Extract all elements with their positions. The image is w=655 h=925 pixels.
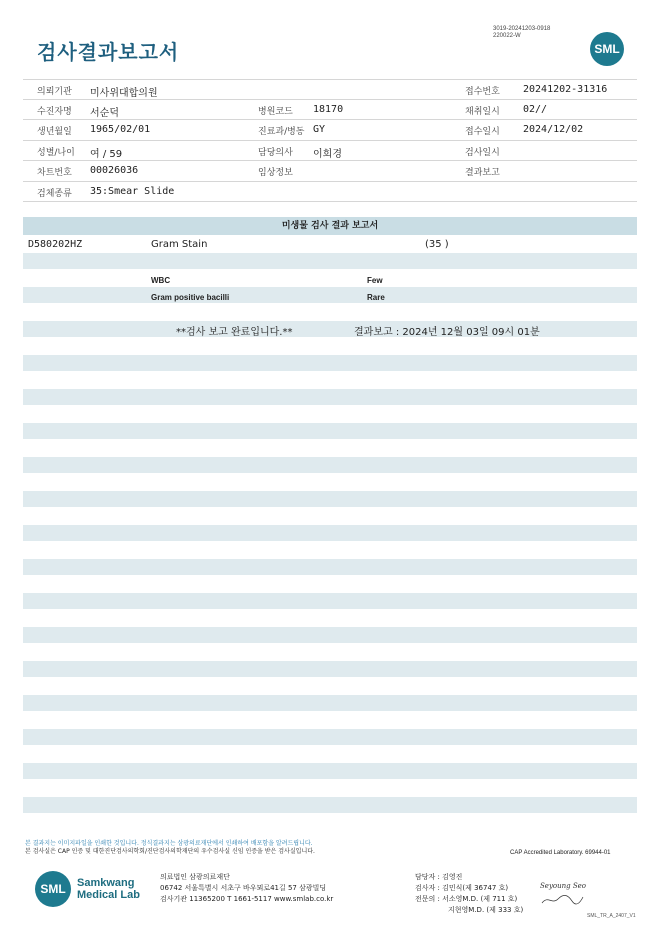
info-value: GY <box>313 124 326 135</box>
form-code: SML_TR_A_2407_V1 <box>587 913 636 919</box>
row-band <box>23 355 637 371</box>
org-contact: 검사기관 11365200 T 1661-5117 www.smlab.co.kr <box>160 895 334 903</box>
info-value: 미사위대합의원 <box>90 88 158 99</box>
info-value: 2024/12/02 <box>523 124 584 135</box>
info-value: 02// <box>523 103 548 115</box>
info-label: 접수일시 <box>465 127 500 137</box>
info-label: 수진자명 <box>37 106 72 117</box>
info-value: 00026036 <box>90 165 139 176</box>
info-label: 검사일시 <box>465 147 500 158</box>
staff-info <box>415 872 523 916</box>
document-code-line-2: 220022-W <box>493 33 521 39</box>
row-band <box>23 763 637 779</box>
test-code: D580202HZ <box>28 239 83 250</box>
info-value: 20241202-31316 <box>523 84 608 95</box>
row-band <box>23 661 637 677</box>
info-label: 검체종류 <box>37 188 72 199</box>
staff-manager: 담당자 : 김영진 <box>415 873 463 881</box>
samkwang-logo <box>35 871 140 907</box>
info-label: 차트번호 <box>37 168 72 178</box>
info-row <box>23 161 637 182</box>
info-value: 35:Smear Slide <box>90 185 175 197</box>
result-value: Few <box>367 276 383 285</box>
signature: Seyoung Seo <box>540 882 586 890</box>
org-address: 06742 서울특별시 서초구 바우뫼로41길 57 삼광빌딩 <box>160 884 327 892</box>
result-value: Rare <box>367 293 385 302</box>
page-title: 검사결과보고서 <box>37 40 180 64</box>
info-label: 채취일시 <box>465 106 500 117</box>
org-name: 의료법인 삼광의료재단 <box>160 873 230 881</box>
row-band <box>23 491 637 507</box>
info-value: 서순덕 <box>90 107 119 119</box>
info-row <box>23 120 637 141</box>
info-label: 진료과/병동 <box>258 127 305 137</box>
info-row <box>23 100 637 121</box>
sml-logo-icon: SML <box>590 32 624 66</box>
row-band <box>23 457 637 473</box>
image-notice: 본 결과지는 이미지파일을 인쇄한 것입니다. 정식결과지는 삼광의료재단에서 인쇄하여 배포함을 알려드립니다. <box>25 840 313 847</box>
row-band <box>23 559 637 575</box>
document-code-line-1: 3019-20241203-0918 <box>493 26 551 32</box>
result-item: WBC <box>151 276 171 285</box>
signature-scribble <box>540 893 585 907</box>
staff-specialist-2: 지현영M.D. (제 333 호) <box>448 906 524 914</box>
test-name: Gram Stain <box>151 239 208 250</box>
sml-logo-icon: SML <box>35 871 71 907</box>
info-value: 이희경 <box>313 148 342 160</box>
info-label: 의뢰기관 <box>37 87 72 97</box>
row-band <box>23 797 637 813</box>
info-label: 담당의사 <box>258 147 293 158</box>
info-label: 성별/나이 <box>37 147 75 158</box>
row-band <box>23 627 637 643</box>
completion-message: **검사 보고 완료입니다.** <box>176 327 293 338</box>
row-band <box>23 423 637 439</box>
info-label: 결과보고 <box>465 168 500 178</box>
info-label: 접수번호 <box>465 87 500 97</box>
row-band <box>23 321 637 337</box>
accreditation-notice: 본 검사실은 CAP 인증 및 대한진단검사의학회/진단검사의학재단의 우수검사실 신임 인증을 받은 검사실입니다. <box>25 848 315 855</box>
info-label: 임상정보 <box>258 168 293 178</box>
cap-accreditation: CAP Accredited Laboratory. 69944-01 <box>510 850 611 856</box>
report-section-title: 미생물 검사 결과 보고서 <box>23 217 637 235</box>
report-time: 결과보고 : 2024년 12월 03일 09시 01분 <box>354 327 540 338</box>
info-label: 생년월일 <box>37 127 72 137</box>
result-item: Gram positive bacilli <box>151 293 230 302</box>
info-row <box>23 79 637 100</box>
staff-specialist-1: 전문의 : 서소영M.D. (제 711 호) <box>415 895 518 903</box>
specimen-number: (35 ) <box>425 239 449 250</box>
row-band <box>23 253 637 269</box>
row-band <box>23 695 637 711</box>
info-row <box>23 141 637 162</box>
row-band <box>23 287 637 303</box>
info-row <box>23 182 637 203</box>
row-band <box>23 593 637 609</box>
staff-tester: 검사자 : 김민식(제 36747 호) <box>415 884 509 892</box>
logo-line-2: Medical Lab <box>77 889 140 901</box>
info-label: 병원코드 <box>258 106 293 117</box>
info-value: 1965/02/01 <box>90 124 151 135</box>
row-band <box>23 525 637 541</box>
document-code <box>493 26 550 40</box>
info-value: 18170 <box>313 103 344 115</box>
organization-info <box>160 872 333 905</box>
row-band <box>23 389 637 405</box>
row-band <box>23 729 637 745</box>
footer-notes <box>25 840 315 856</box>
info-value: 여 / 59 <box>90 148 123 160</box>
patient-info-table <box>23 79 637 202</box>
logo-line-1: Samkwang <box>77 877 135 889</box>
